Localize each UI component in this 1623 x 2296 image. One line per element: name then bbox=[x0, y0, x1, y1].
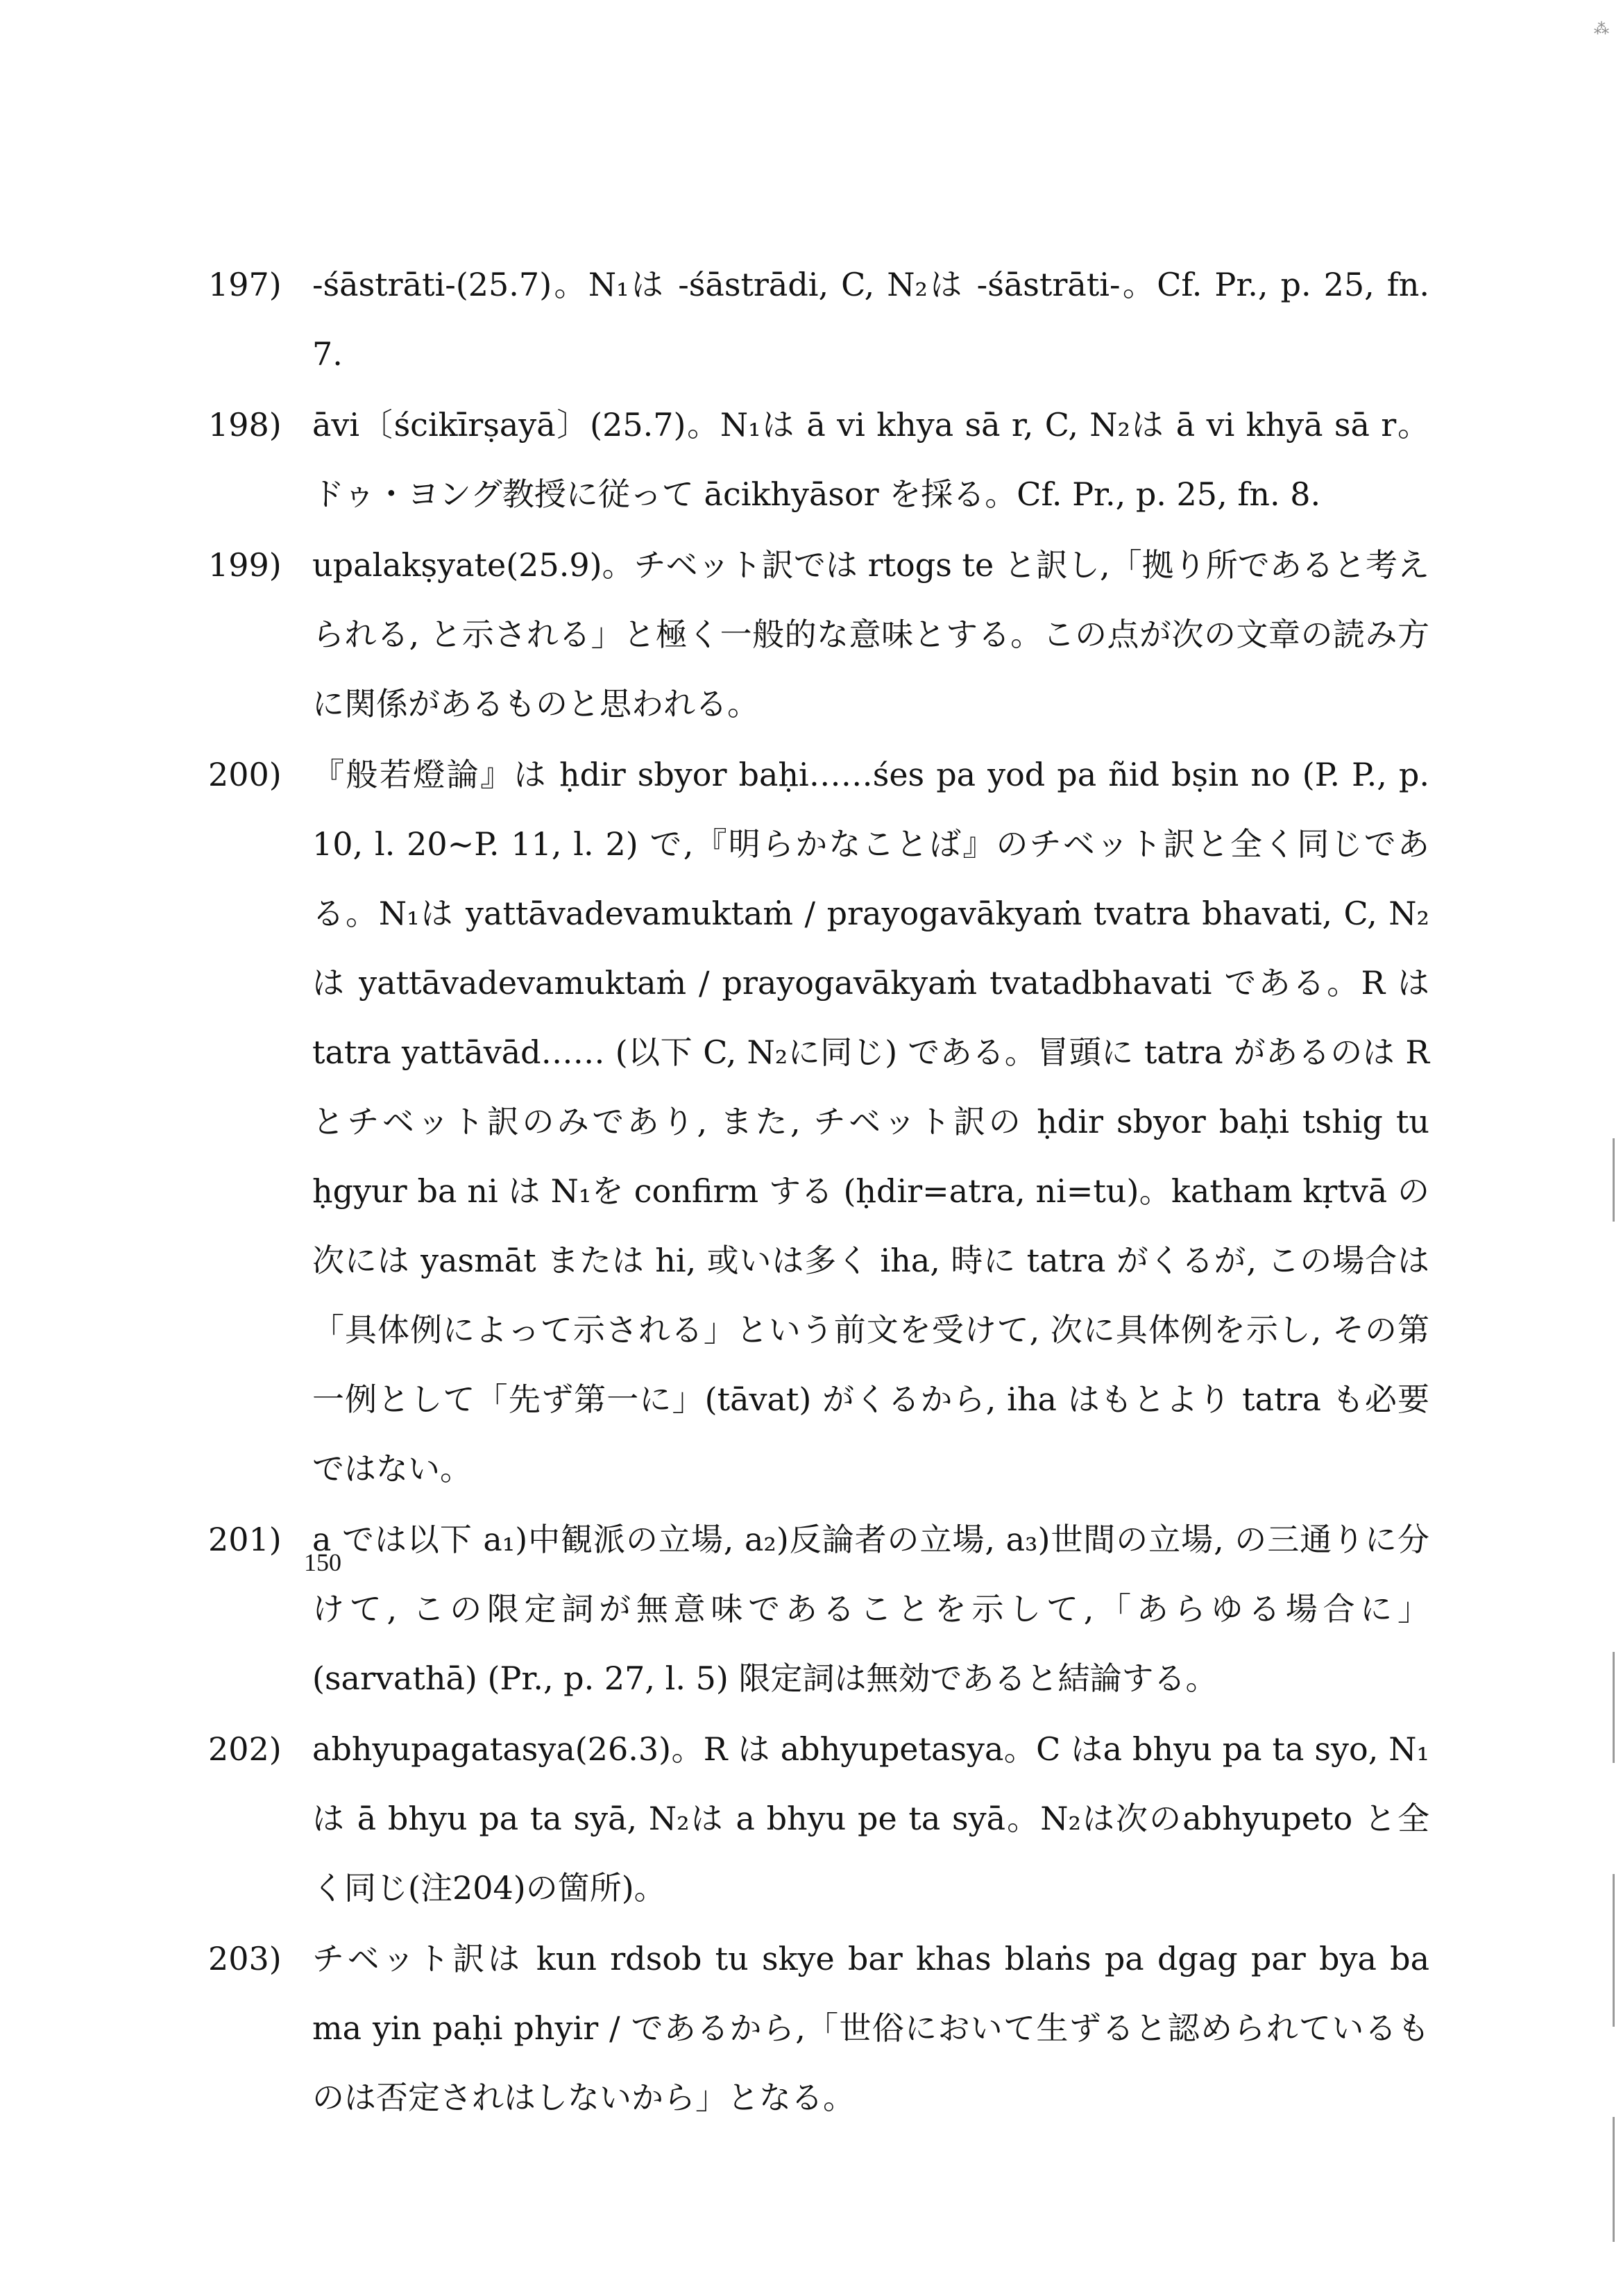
footnote-198 bbox=[208, 390, 1429, 529]
footnote-text: āvi〔ścikīrṣayā〕(25.7)。N₁は ā vi khya sā r, C, N₂は ā vi khyā sā r。ドゥ・ヨング教授に従って ācikhyāsor を採る。Cf. Pr., p. 25, fn. 8. bbox=[312, 406, 1429, 513]
footnote-199 bbox=[208, 530, 1429, 738]
footnote-text: チベット訳は kun rdsob tu skye bar khas blaṅs pa dgag par bya ba ma yin paḥi phyir / であるから,「世俗において生ずると認められているものは否定されはしないから」となる。 bbox=[312, 1940, 1429, 2116]
footnote-number: 200) bbox=[208, 756, 282, 793]
footnote-202 bbox=[208, 1714, 1429, 1923]
footnote-201 bbox=[208, 1505, 1429, 1713]
footnote-203 bbox=[208, 1924, 1429, 2132]
footnote-197 bbox=[208, 250, 1429, 389]
footnote-text: -śāstrāti-(25.7)。N₁は -śāstrādi, C, N₂は -śāstrāti-。Cf. Pr., p. 25, fn. 7. bbox=[312, 266, 1429, 373]
scan-artifact-line bbox=[1613, 1874, 1615, 2027]
footnote-text: upalakṣyate(25.9)。チベット訳では rtogs te と訳し,「拠り所であると考えられる, と示される」と極く一般的な意味とする。この点が次の文章の読み方に関係があるものと思われる。 bbox=[312, 546, 1429, 723]
page-number: 150 bbox=[304, 1548, 341, 1576]
footnote-text: abhyupagatasya(26.3)。R は abhyupetasya。C はa bhyu pa ta syo, N₁は ā bhyu pa ta syā, N₂は a bhyu pe ta syā。N₂は次のabhyupeto と全く同じ(注204)の箇所)。 bbox=[312, 1730, 1429, 1907]
footnotes-list bbox=[208, 250, 1429, 2132]
scan-artifact-mark: ⁂ bbox=[1594, 21, 1609, 38]
footnote-number: 203) bbox=[208, 1940, 282, 1977]
scan-artifact-line bbox=[1613, 1138, 1615, 1222]
footnote-number: 197) bbox=[208, 266, 282, 303]
footnote-200 bbox=[208, 740, 1429, 1503]
footnote-number: 202) bbox=[208, 1730, 282, 1768]
footnote-text: 『般若燈論』は ḥdir sbyor baḥi……śes pa yod pa ñid bṣin no (P. P., p. 10, l. 20~P. 11, l. 2) で,『明らかなことば』のチベット訳と全く同じである。N₁は yattāvadevamuktaṁ / prayogavākyaṁ tvatra bhavati, C, N₂は yattāvadevamuktaṁ / prayogavākyaṁ tvatadbhavati である。R は tatra yattāvād…… (以下 C, N₂に同じ) である。冒頭に tatra があるのは R とチベット訳のみであり, また, チベット訳の ḥdir sbyor baḥi tshig tu ḥgyur ba ni は N₁を confirm する (ḥdir=atra, ni=tu)。katham kṛtvā の次には yasmāt または hi, 或いは多く iha, 時に tatra がくるが, この場合は「具体例によって示される」という前文を受けて, 次に具体例を示し, その第一例として「先ず第一に」(tāvat) がくるから, iha はもとより tatra も必要ではない。 bbox=[312, 756, 1429, 1487]
scan-artifact-line bbox=[1613, 1652, 1615, 1763]
footnote-number: 201) bbox=[208, 1521, 282, 1558]
scan-artifact-line bbox=[1613, 2117, 1615, 2242]
footnote-number: 198) bbox=[208, 406, 282, 444]
footnote-number: 199) bbox=[208, 546, 282, 584]
footnote-text: a では以下 a₁)中観派の立場, a₂)反論者の立場, a₃)世間の立場, の三通りに分けて, この限定詞が無意味であることを示して,「あらゆる場合に」(sarvathā) (Pr., p. 27, l. 5) 限定詞は無効であると結論する。 bbox=[312, 1521, 1429, 1697]
